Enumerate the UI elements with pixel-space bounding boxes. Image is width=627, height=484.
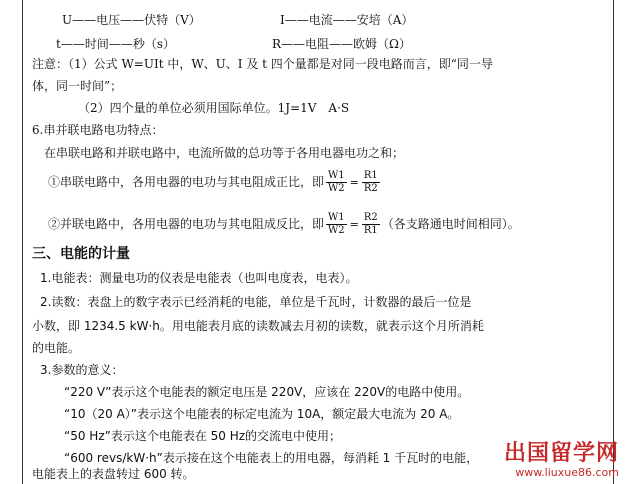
param-current: “10（20 A）”表示这个电能表的标定电流为 10A，额定最大电流为 20 A。 [64, 407, 460, 421]
section6-title: 6.串并联电路电功特点： [32, 123, 164, 137]
section6-intro: 在串联电路和并联电路中，电流所做的总功等于各用电器电功之和； [44, 146, 405, 160]
note1-line-b: 体，同一时间”； [32, 79, 123, 93]
param-voltage: “220 V”表示这个电能表的额定电压是 220V，应该在 220V的电路中使用。 [64, 385, 470, 399]
section3-item1: 1.电能表：测量电功的仪表是电能表（也叫电度表，电表）。 [40, 271, 358, 285]
param-revs-a: “600 revs/kW·h”表示接在这个电能表上的用电器，每消耗 1 千瓦时的电能， [64, 451, 479, 465]
section3-item3: 3.参数的意义： [40, 363, 124, 377]
unit-current: I——电流——安培（A） [280, 13, 414, 27]
watermark-url: www.liuxue86.com [515, 466, 619, 479]
series-text: ①串联电路中，各用电器的电功与其电阻成正比，即 [48, 175, 325, 189]
equals-sign: = [349, 217, 359, 231]
section3-item2-c: 的电能。 [32, 341, 81, 355]
param-revs-b: 电能表上的表盘转过 600 转。 [32, 467, 195, 481]
watermark-logo [504, 443, 619, 478]
param-frequency: “50 Hz”表示这个电能表在 50 Hz的交流电中使用； [64, 429, 342, 443]
parallel-note: （各支路通电时间相同）。 [381, 217, 520, 231]
note2: （2）四个量的单位必须用国际单位。1J=1V A·S [78, 101, 350, 115]
note1-line-a: 注意：（1）公式 W=UIt 中，W、U、I 及 t 四个量都是对同一段电路而言，即“同一导 [32, 57, 493, 71]
parallel-text: ②并联电路中，各用电器的电功与其电阻成反比，即 [48, 217, 325, 231]
section3-item2-b: 小数，即 1234.5 kW·h。用电能表月底的读数减去月初的读数，就表示这个月所消耗 [32, 319, 484, 333]
fraction-w1-w2: $\frac{W1}{W2}$ [328, 170, 345, 194]
unit-time: t——时间——秒（s） [56, 37, 175, 51]
section3-heading: 三、电能的计量 [32, 246, 130, 262]
parallel-formula-line [48, 212, 520, 237]
unit-voltage: U——电压——伏特（V） [62, 13, 201, 27]
fraction-r1-r2: $\frac{R1}{R2}$ [363, 170, 378, 194]
section3-item2-a: 2.读数：表盘上的数字表示已经消耗的电能，单位是千瓦时，计数器的最后一位是 [40, 295, 472, 309]
series-formula-line [48, 170, 382, 195]
fraction-w1-w2: $\frac{W1}{W2}$ [328, 212, 345, 236]
unit-resistance: R——电阻——欧姆（Ω） [272, 37, 411, 51]
watermark-text: 出国留学网 [503, 441, 619, 466]
equals-sign: = [349, 175, 359, 189]
fraction-r2-r1: $\frac{R2}{R1}$ [363, 212, 378, 236]
